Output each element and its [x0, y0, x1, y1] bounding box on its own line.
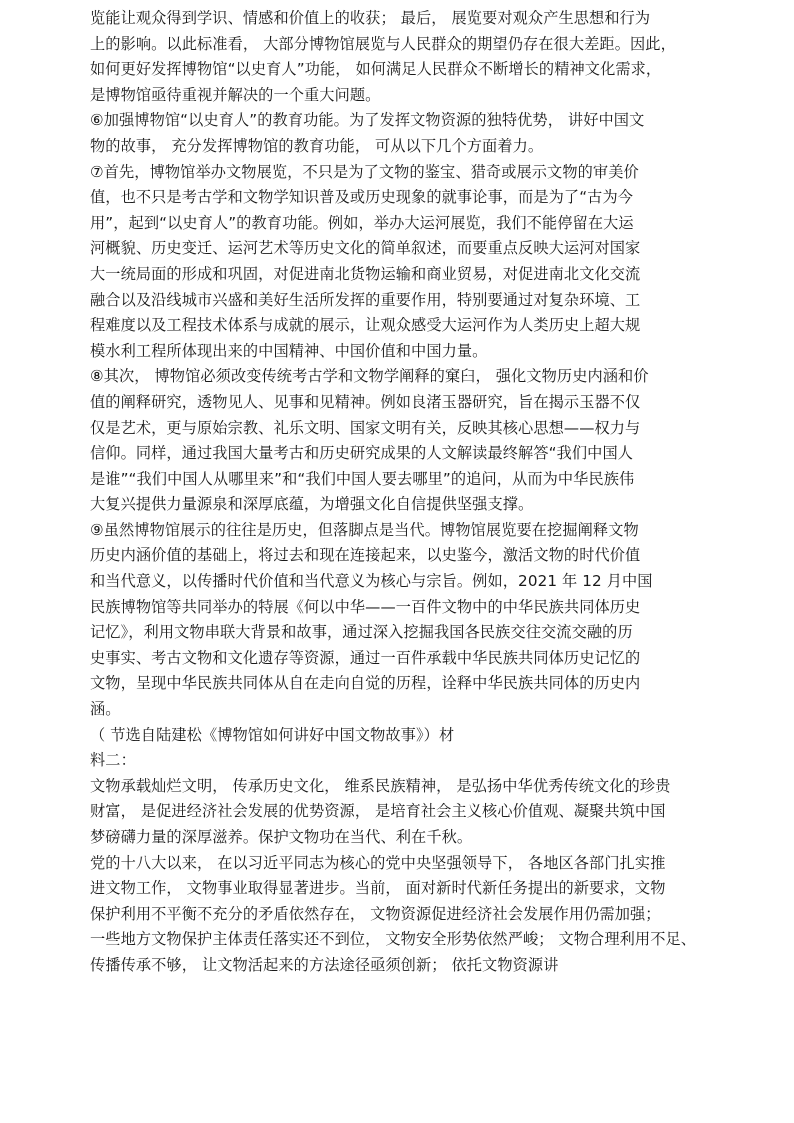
text-line: 和当代意义，以传播时代价值和当代意义为核心与宗旨。例如，2021 年 12 月中国	[90, 572, 653, 591]
text-line: 一些地方文物保护主体责任落实还不到位， 文物安全形势依然严峻； 文物合理利用不足、	[90, 930, 697, 949]
text-line: 记忆》，利用文物串联大背景和故事，通过深入挖掘我国各民族交往交流交融的历	[90, 623, 633, 642]
text-line: 梦磅礴力量的深厚滋养。保护文物功在当代、利在千秋。	[90, 828, 473, 846]
text-line: 览能让观众得到学识、情感和价值上的收获； 最后， 展览要对观众产生思想和行为	[90, 9, 651, 27]
text-line: 大一统局面的形成和巩固，对促进南北货物运输和商业贸易，对促进南北文化交流	[90, 264, 641, 283]
text-line: 文物，呈现中华民族共同体从自在走向自觉的历程，诠释中华民族共同体的历史内	[90, 674, 641, 693]
text-line: 物的故事， 充分发挥博物馆的教育功能， 可从以下几个方面着力。	[90, 136, 544, 155]
text-line: 是谁”“我们中国人从哪里来”和“我们中国人要去哪里”的追问，从而为中华民族伟	[90, 469, 635, 488]
text-line: 仅是艺术，更与原始宗教、礼乐文明、国家文明有关，反映其核心思想——权力与	[90, 418, 641, 437]
text-line: 历史内涵价值的基础上，将过去和现在连接起来，以史鉴今，激活文物的时代价值	[90, 546, 641, 565]
text-line: 财富， 是促进经济社会发展的优势资源， 是培育社会主义核心价值观、凝聚共筑中国	[90, 802, 666, 821]
text-line: 程难度以及工程技术体系与成就的展示，让观众感受大运河作为人类历史上超大规	[90, 316, 641, 335]
text-line: 史事实、考古文物和文化遗存等资源，通过一百件承载中华民族共同体历史记忆的	[90, 648, 641, 667]
text-line: 党的十八大以来， 在以习近平同志为核心的党中央坚强领导下， 各地区各部门扎实推	[90, 853, 666, 872]
text-line: 值，也不只是考古学和文物学知识普及或历史现象的就事论事，而是为了“古为今	[90, 188, 634, 207]
paragraph-9-line: ⑨虽然博物馆展示的往往是历史，但落脚点是当代。博物馆展览要在挖掘阐释文物	[90, 520, 639, 539]
paragraph-6-line: ⑥加强博物馆“以史育人”的教育功能。为了发挥文物资源的独特优势， 讲好中国文	[90, 111, 645, 130]
document-page	[90, 6, 730, 979]
text-line: 大复兴提供力量源泉和深厚底蕴，为增强文化自信提供坚强支撑。	[90, 495, 534, 514]
text-line: 传播传承不够， 让文物活起来的方法途径亟须创新； 依托文物资源讲	[90, 955, 559, 974]
text-line: 融合以及沿线城市兴盛和美好生活所发挥的重要作用，特别要通过对复杂环境、工	[90, 290, 641, 309]
text-line: 如何更好发挥博物馆“以史育人”功能， 如何满足人民群众不断增长的精神文化需求，	[90, 60, 662, 79]
text-line: 用”，起到“以史育人”的教育功能。例如，举办大运河展览，我们不能停留在大运	[90, 213, 634, 232]
text-line: 民族博物馆等共同举办的特展《何以中华——一百件文物中的中华民族共同体历史	[90, 597, 641, 616]
text-line: 保护利用不平衡不充分的矛盾依然存在， 文物资源促进经济社会发展作用仍需加强；	[90, 904, 661, 923]
text-line: 文物承载灿烂文明， 传承历史文化， 维系民族精神， 是弘扬中华优秀传统文化的珍贵	[90, 776, 671, 795]
paragraph-7-line: ⑦首先，博物馆举办文物展览，不只是为了文物的鉴宝、猎奇或展示文物的审美价	[90, 162, 639, 181]
source-citation: （ 节选自陆建松《博物馆如何讲好中国文物故事》）材	[90, 725, 455, 744]
text-line: 涵。	[90, 700, 121, 719]
text-line: 模水利工程所体现出来的中国精神、中国价值和中国力量。	[90, 341, 488, 360]
text-line: 值的阐释研究，透物见人、见事和见精神。例如良渚玉器研究，旨在揭示玉器不仅	[90, 392, 641, 411]
text-line: 进文物工作， 文物事业取得显著进步。当前， 面对新时代新任务提出的新要求，文物	[90, 879, 666, 898]
material-two-heading: 料二：	[90, 751, 136, 770]
paragraph-8-line: ⑧其次， 博物馆必须改变传统考古学和文物学阐释的窠臼， 强化文物历史内涵和价	[90, 367, 649, 386]
text-line: 是博物馆亟待重视并解决的一个重大问题。	[90, 85, 381, 104]
text-line: 河概貌、历史变迁、运河艺术等历史文化的简单叙述，而要重点反映大运河对国家	[90, 239, 641, 258]
text-line: 上的影响。以此标准看， 大部分博物馆展览与人民群众的期望仍存在很大差距。因此，	[90, 34, 676, 53]
text-line: 信仰。同样，通过我国大量考古和历史研究成果的人文解读最终解答“我们中国人	[90, 444, 634, 463]
